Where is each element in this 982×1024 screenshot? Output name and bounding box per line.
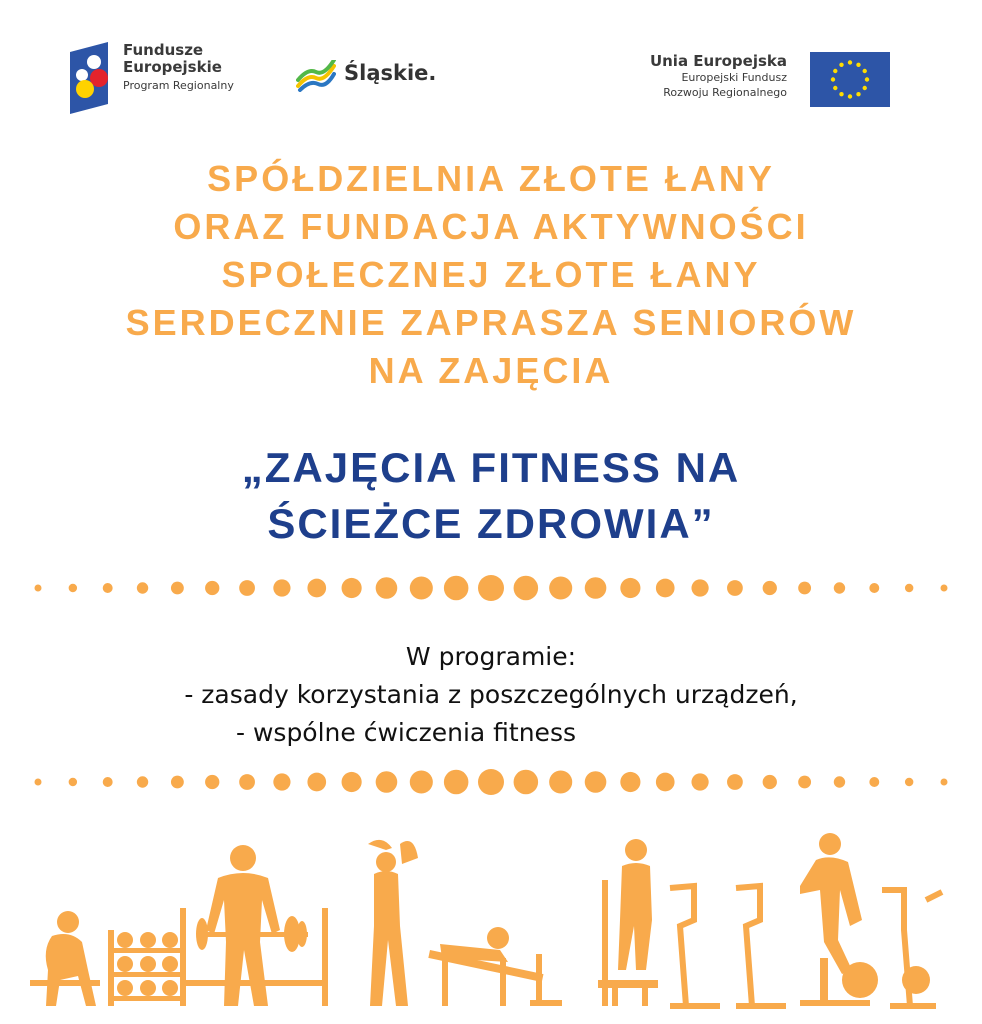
- eu-star-icon: [856, 92, 860, 96]
- eu-star-icon: [865, 77, 869, 81]
- slaskie-waves-icon: [296, 60, 336, 92]
- dotted-divider-bottom: [32, 767, 950, 797]
- dumbbell-rack-silhouette: [108, 930, 186, 1006]
- fundusze-europejskie-emblem-icon: [70, 42, 114, 114]
- fitness-silhouettes-illustration: [30, 830, 946, 1010]
- divider-dot: [478, 575, 504, 601]
- divider-dot: [35, 779, 42, 786]
- divider-dot: [35, 585, 42, 592]
- divider-dot: [410, 576, 433, 599]
- invitation-line-4: SERDECZNIE ZAPRASZA SENIORÓW: [125, 302, 857, 343]
- divider-dot: [307, 773, 326, 792]
- divider-dot: [273, 773, 290, 790]
- divider-dot: [103, 777, 113, 787]
- divider-dot: [691, 579, 708, 596]
- divider-dot: [620, 772, 640, 792]
- invitation-line-3: SPOŁECZNEJ ZŁOTE ŁANY: [221, 254, 761, 295]
- divider-dot: [376, 577, 398, 599]
- divider-dot: [869, 583, 879, 593]
- divider-dot: [656, 773, 675, 792]
- divider-dot: [905, 778, 913, 786]
- divider-dot: [205, 581, 219, 595]
- divider-dot: [171, 582, 184, 595]
- eu-star-icon: [848, 60, 852, 64]
- elliptical-machine-2-silhouette: [736, 886, 786, 1006]
- divider-dot: [763, 775, 777, 789]
- divider-dot: [342, 772, 362, 792]
- divider-dot: [171, 776, 184, 789]
- eu-star-icon: [848, 94, 852, 98]
- divider-dot: [763, 581, 777, 595]
- divider-dot: [273, 579, 290, 596]
- divider-dot: [905, 584, 913, 592]
- slaskie-logo: [296, 58, 456, 94]
- divider-dot: [137, 582, 148, 593]
- divider-dot: [941, 779, 948, 786]
- program-heading: W programie:: [405, 642, 577, 671]
- fundusze-line3: Program Regionalny: [123, 79, 234, 92]
- divider-dot: [239, 580, 255, 596]
- divider-dot: [834, 582, 845, 593]
- divider-dot: [941, 585, 948, 592]
- divider-dot: [869, 777, 879, 787]
- eu-line2: Europejski Fundusz: [681, 71, 787, 84]
- divider-dot: [656, 579, 675, 598]
- divider-dot: [798, 582, 811, 595]
- eu-star-icon: [863, 86, 867, 90]
- eu-star-icon: [863, 69, 867, 73]
- divider-dot: [103, 583, 113, 593]
- divider-dot: [727, 774, 743, 790]
- divider-dot: [691, 773, 708, 790]
- divider-dot: [727, 580, 743, 596]
- eu-star-icon: [839, 63, 843, 67]
- dotted-divider-top: [32, 573, 950, 603]
- exercise-bike-flywheel: [902, 966, 930, 994]
- event-title-line-2: ŚCIEŻCE ZDROWIA”: [267, 500, 715, 547]
- invitation-line-2: ORAZ FUNDACJA AKTYWNOŚCI: [173, 206, 809, 247]
- invitation-line-5: NA ZAJĘCIA: [368, 350, 614, 391]
- divider-dot: [69, 584, 77, 592]
- divider-dot: [444, 770, 469, 795]
- program-item-2: - wspólne ćwiczenia fitness: [236, 718, 576, 747]
- divider-dot: [798, 776, 811, 789]
- divider-dot: [585, 577, 607, 599]
- divider-dot: [834, 776, 845, 787]
- divider-dot: [549, 770, 572, 793]
- eu-star-icon: [839, 92, 843, 96]
- divider-dot: [549, 576, 572, 599]
- divider-dot: [585, 771, 607, 793]
- fundusze-europejskie-logo: [70, 42, 250, 114]
- fundusze-line2: Europejskie: [123, 58, 222, 76]
- eu-logo: [645, 50, 890, 110]
- divider-dot: [307, 579, 326, 598]
- incline-bench-silhouette: [428, 927, 562, 1006]
- eu-star-icon: [833, 86, 837, 90]
- divider-dot: [514, 770, 539, 795]
- eu-star-icon: [833, 69, 837, 73]
- divider-dot: [376, 771, 398, 793]
- fundusze-line1: Fundusze: [123, 41, 204, 59]
- eu-star-icon: [831, 77, 835, 81]
- divider-dot: [205, 775, 219, 789]
- eu-line3: Rozwoju Regionalnego: [663, 86, 787, 99]
- divider-dot: [444, 576, 469, 601]
- eu-line1: Unia Europejska: [649, 52, 787, 70]
- invitation-line-1: SPÓŁDZIELNIA ZŁOTE ŁANY: [207, 158, 775, 199]
- eu-flag-icon: [810, 52, 890, 107]
- divider-dot: [410, 770, 433, 793]
- elliptical-machine-1-silhouette: [670, 886, 720, 1006]
- elliptical-woman-silhouette: [598, 839, 658, 1006]
- slaskie-name: Śląskie.: [344, 61, 437, 85]
- eu-star-icon: [856, 63, 860, 67]
- event-title: [0, 440, 982, 552]
- seated-person-silhouette: [30, 911, 100, 1006]
- exercise-bike-man-silhouette: [800, 833, 878, 1006]
- divider-dot: [239, 774, 255, 790]
- divider-dot: [69, 778, 77, 786]
- event-title-line-1: „ZAJĘCIA FITNESS NA: [241, 444, 741, 491]
- program-item-1: - zasady korzystania z poszczególnych urządzeń,: [184, 680, 798, 709]
- invitation-text: [0, 155, 982, 395]
- divider-dot: [514, 576, 539, 601]
- divider-dot: [137, 776, 148, 787]
- divider-dot: [478, 769, 504, 795]
- program-section: [0, 638, 982, 752]
- divider-dot: [620, 578, 640, 598]
- divider-dot: [342, 578, 362, 598]
- stretching-woman-silhouette: [368, 840, 418, 1006]
